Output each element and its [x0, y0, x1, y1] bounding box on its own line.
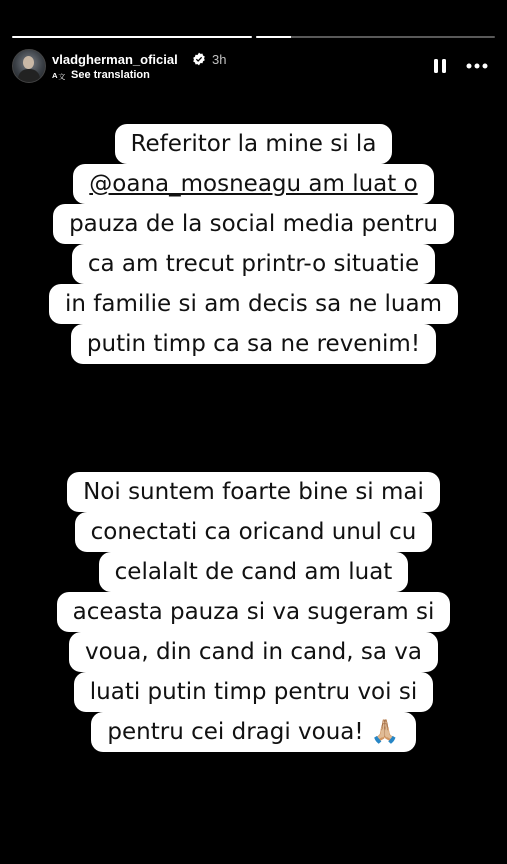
text-line: ca am trecut printr-o situatie: [72, 244, 435, 284]
text-line: celalalt de cand am luat: [99, 552, 409, 592]
username[interactable]: vladgherman_oficial: [52, 52, 178, 67]
translate-icon: [52, 69, 66, 81]
progress-segment-2: [256, 36, 496, 38]
text-line: in familie si am decis sa ne luam: [49, 284, 458, 324]
see-translation-link[interactable]: [52, 69, 150, 81]
story-text-block-2: [0, 472, 507, 752]
text-line: conectati ca oricand unul cu: [75, 512, 433, 552]
avatar[interactable]: [12, 49, 46, 83]
story-header: [12, 48, 495, 84]
text-line: Noi suntem foarte bine si mai: [67, 472, 440, 512]
text-line: putin timp ca sa ne revenim!: [71, 324, 436, 364]
text-line: aceasta pauza si va sugeram si: [57, 592, 451, 632]
svg-text:A: A: [52, 70, 58, 80]
svg-text:文: 文: [58, 74, 66, 81]
text-line: voua, din cand in cand, sa va: [69, 632, 438, 672]
text-line: luati putin timp pentru voi si: [74, 672, 433, 712]
story-text-block-1: [0, 124, 507, 364]
see-translation-label: See translation: [71, 69, 150, 81]
story-progress-bar: [12, 36, 495, 38]
text-line: pentru cei dragi voua! 🙏🏼: [91, 712, 415, 752]
mention-link[interactable]: @oana_mosneagu am luat o: [73, 164, 433, 204]
verified-badge-icon: [192, 52, 206, 66]
post-time: 3h: [212, 52, 227, 67]
pause-icon[interactable]: [433, 58, 447, 74]
text-line: Referitor la mine si la: [115, 124, 393, 164]
text-line: pauza de la social media pentru: [53, 204, 454, 244]
more-options-icon[interactable]: [465, 59, 489, 73]
progress-segment-1: [12, 36, 252, 38]
